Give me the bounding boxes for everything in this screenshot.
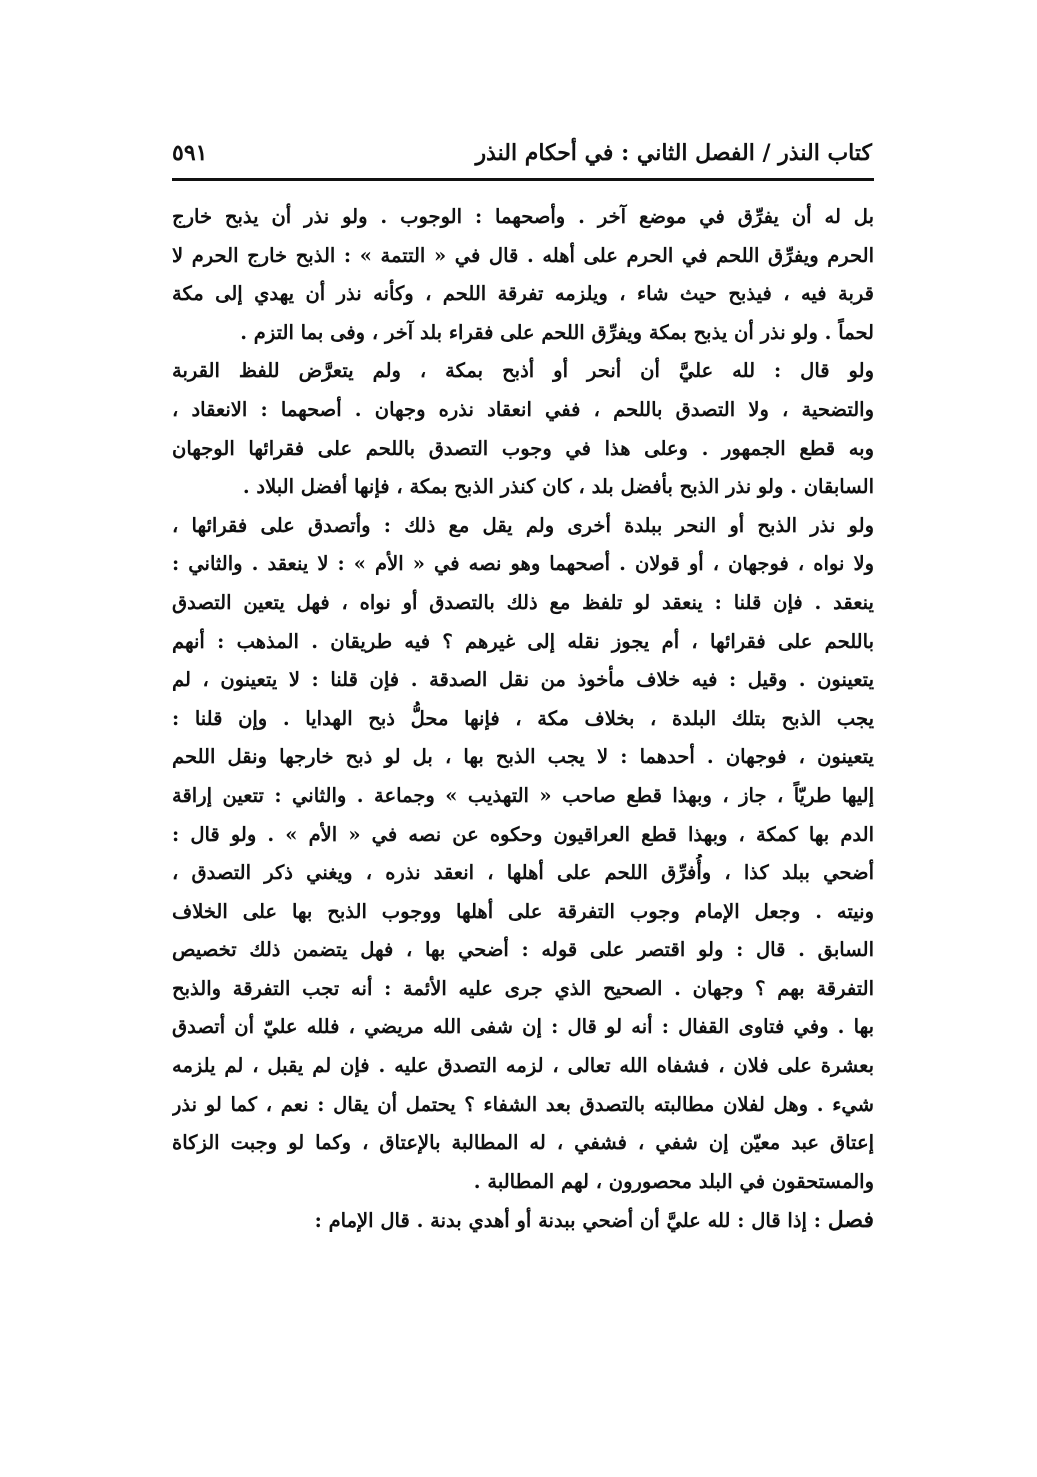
text-line: السابقان . ولو نذر الذبح بأفضل بلد ، كان كنذر الذبح بمكة ، فإنها أفضل البلاد . <box>242 475 874 499</box>
text-line: إليها طريّاً ، جاز ، وبهذا قطع صاحب « التهذيب » وجماعة . والثاني : تتعين إراقة <box>172 783 874 807</box>
text-line: ولو قال : لله عليَّ أن أنحر أو أذبح بمكة ، ولم يتعرَّض للفظ القربة <box>172 359 874 383</box>
header-rule <box>172 178 874 181</box>
text-line: بعشرة على فلان ، فشفاه الله تعالى ، لزمه التصدق عليه . فإن لم يقبل ، لم يلزمه <box>172 1054 874 1078</box>
text-line: ونيته . وجعل الإمام وجوب التفرقة على أهلها ووجوب الذبح بها على الخلاف <box>172 899 874 923</box>
paragraph-2 <box>172 352 874 506</box>
text-line: والتضحية ، ولا التصدق باللحم ، ففي انعقاد نذره وجهان . أصحهما : الانعقاد ، <box>172 397 874 421</box>
text-line: يتعينون . وقيل : فيه خلاف مأخوذ من نقل الصدقة . فإن قلنا : لا يتعينون ، لم <box>172 668 874 692</box>
running-header <box>172 136 872 176</box>
text-line: وبه قطع الجمهور . وعلى هذا في وجوب التصدق باللحم على فقرائها الوجهان <box>172 436 874 460</box>
text-line: والمستحقون في البلد محصورون ، لهم المطالبة . <box>473 1169 874 1193</box>
body-text <box>172 198 874 1240</box>
text-line: بها . وفي فتاوى القفال : أنه لو قال : إن شفى الله مريضي ، فلله عليّ أن أتصدق <box>172 1015 874 1039</box>
page-number: ٥٩١ <box>172 140 208 166</box>
text-line: الدم بها كمكة ، وبهذا قطع العراقيون وحكوه عن نصه في « الأم » . ولو قال : <box>172 822 874 846</box>
fasl-paragraph <box>172 1201 874 1240</box>
text-line: إعتاق عبد معيّن إن شفي ، فشفي ، له المطالبة بالإعتاق ، وكما لو وجبت الزكاة <box>172 1131 874 1155</box>
text-line: ينعقد . فإن قلنا : ينعقد لو تلفظ مع ذلك بالتصدق أو نواه ، فهل يتعين التصدق <box>172 590 874 614</box>
text-line: قربة فيه ، فيذبح حيث شاء ، ويلزمه تفرقة اللحم ، وكأنه نذر أن يهدي إلى مكة <box>172 282 874 306</box>
text-line: لحماً . ولو نذر أن يذبح بمكة ويفرِّق اللحم على فقراء بلد آخر ، وفى بما التزم . <box>240 320 874 344</box>
fasl-text: : إذا قال : لله عليَّ أن أضحي ببدنة أو أهدي بدنة . قال الإمام : <box>314 1209 821 1233</box>
text-line: السابق . قال : ولو اقتصر على قوله : أضحي بها ، فهل يتضمن ذلك تخصيص <box>172 938 874 962</box>
section-label: فصل <box>827 1207 874 1234</box>
text-line: ولو نذر الذبح أو النحر ببلدة أخرى ولم يقل مع ذلك : وأتصدق على فقرائها ، <box>172 513 874 537</box>
text-line: ولا نواه ، فوجهان ، أو قولان . أصحهما وهو نصه في « الأم » : لا ينعقد . والثاني : <box>172 552 874 576</box>
text-line: الحرم ويفرِّق اللحم في الحرم على أهله . قال في « التتمة » : الذبح خارج الحرم لا <box>172 243 874 267</box>
paragraph-3 <box>172 507 874 1202</box>
fasl-line <box>172 1201 874 1240</box>
text-line: باللحم على فقرائها ، أم يجوز نقله إلى غيرهم ؟ فيه طريقان . المذهب : أنهم <box>172 629 874 653</box>
text-line: التفرقة بهم ؟ وجهان . الصحيح الذي جرى عليه الأئمة : أنه تجب التفرقة والذبح <box>172 976 874 1000</box>
text-line: أضحي ببلد كذا ، وأُفرِّق اللحم على أهلها ، انعقد نذره ، ويغني ذكر التصدق ، <box>172 861 874 885</box>
paragraph-1 <box>172 198 874 352</box>
text-line: بل له أن يفرِّق في موضع آخر . وأصحهما : الوجوب . ولو نذر أن يذبح خارج <box>172 205 874 228</box>
running-title: كتاب النذر / الفصل الثاني : في أحكام النذر <box>475 140 872 166</box>
text-line: شيء . وهل لفلان مطالبته بالتصدق بعد الشفاء ؟ يحتمل أن يقال : نعم ، كما لو نذر <box>172 1092 874 1116</box>
text-line: يجب الذبح بتلك البلدة ، بخلاف مكة ، فإنها محلُّ ذبح الهدايا . وإن قلنا : <box>172 706 874 730</box>
text-line: يتعينون ، فوجهان . أحدهما : لا يجب الذبح بها ، بل لو ذبح خارجها ونقل اللحم <box>172 745 874 769</box>
